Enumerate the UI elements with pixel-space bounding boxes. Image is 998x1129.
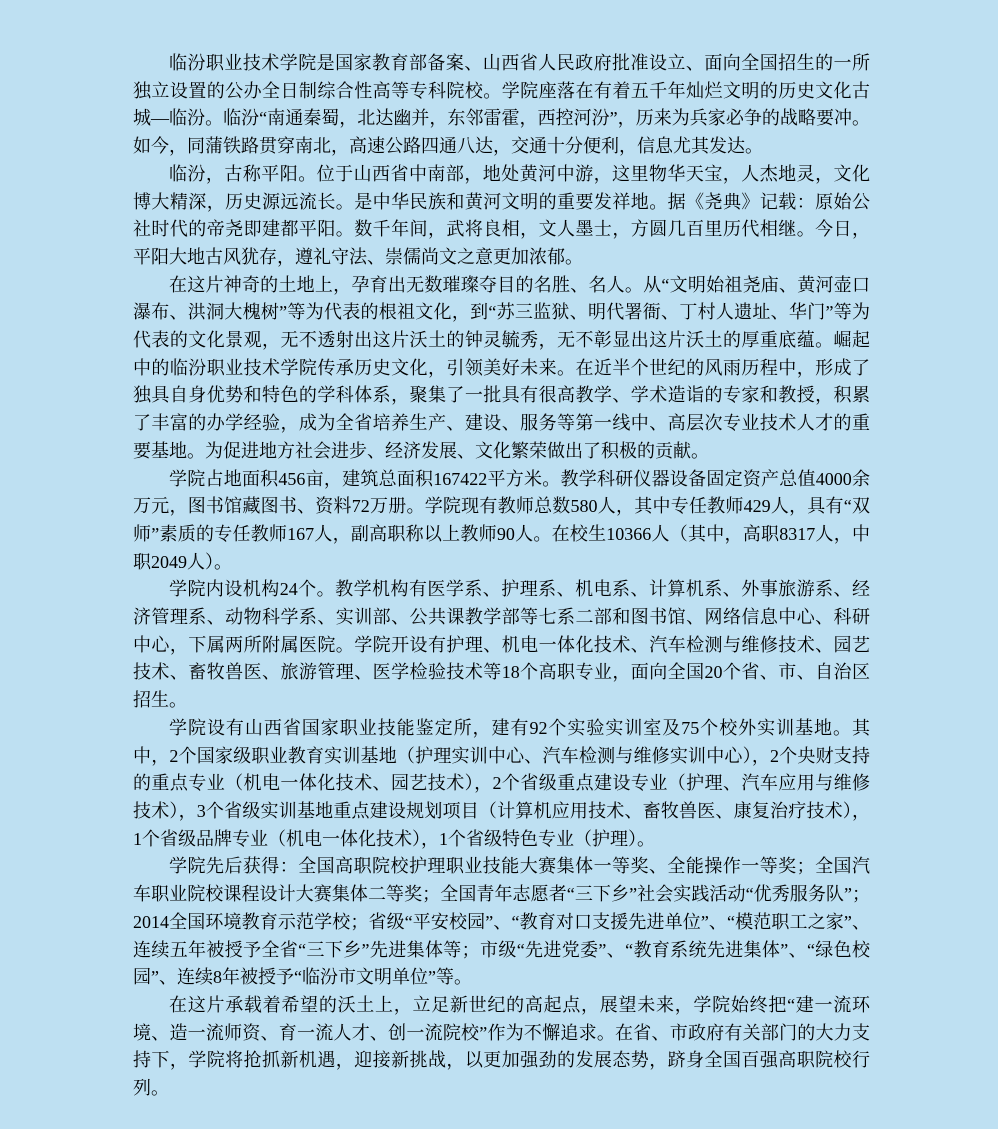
paragraph-linfen-history: 临汾，古称平阳。位于山西省中南部，地处黄河中游，这里物华天宝，人杰地灵，文化博大精深，历史源远流长。是中华民族和黄河文明的重要发祥地。据《尧典》记载：原始公社时代的帝尧即建都平阳。数千年间，武将良相，文人墨士，方圆几百里历代相继。今日，平阳大地古风犹存，遵礼守法、崇儒尚文之意更加浓郁。 (133, 163, 870, 267)
paragraph-intro: 临汾职业技术学院是国家教育部备案、山西省人民政府批准设立、面向全国招生的一所独立设置的公办全日制综合性高等专科院校。学院座落在有着五千年灿烂文明的历史文化古城—临汾。临汾“南通秦蜀，北达幽并，东邻雷霍，西控河汾”，历来为兵家必争的战略要冲。如今，同蒲铁路贯穿南北，高速公路四通八达，交通十分便利，信息尤其发达。 (133, 53, 870, 157)
paragraph-awards: 学院先后获得：全国高职院校护理职业技能大赛集体一等奖、全能操作一等奖；全国汽车职业院校课程设计大赛集体二等奖；全国青年志愿者“三下乡”社会实践活动“优秀服务队”；2014全国环境教育示范学校；省级“平安校园”、“教育对口支援先进单位”、“模范职工之家”、连续五年被授予全省“三下乡”先进集体等；市级“先进党委”、“教育系统先进集体”、“绿色校园”、连续8年被授予“临汾市文明单位”等。 (133, 856, 870, 988)
paragraph-outlook: 在这片承载着希望的沃土上，立足新世纪的高起点，展望未来，学院始终把“建一流环境、造一流师资、育一流人才、创一流院校”作为不懈追求。在省、市政府有关部门的大力支持下，学院将抢抓新机遇，迎接新挑战，以更加强劲的发展态势，跻身全国百强高职院校行列。 (133, 994, 870, 1099)
paragraph-departments: 学院内设机构24个。教学机构有医学系、护理系、机电系、计算机系、外事旅游系、经济管理系、动物科学系、实训部、公共课教学部等七系二部和图书馆、网络信息中心、科研中心，下属两所附属医院。学院开设有护理、机电一体化技术、汽车检测与维修技术、园艺技术、畜牧兽医、旅游管理、医学检验技术等18个高职专业，面向全国20个省、市、自治区招生。 (133, 579, 870, 711)
paragraph-culture-heritage: 在这片神奇的土地上，孕育出无数璀璨夺目的名胜、名人。从“文明始祖尧庙、黄河壶口瀑布、洪洞大槐树”等为代表的根祖文化，到“苏三监狱、明代署衙、丁村人遗址、华门”等为代表的文化景观，无不透射出这片沃土的钟灵毓秀，无不彰显出这片沃土的厚重底蕴。崛起中的临汾职业技术学院传承历史文化，引领美好未来。在近半个世纪的风雨历程中，形成了独具自身优势和特色的学科体系，聚集了一批具有很高教学、学术造诣的专家和教授，积累了丰富的办学经验，成为全省培养生产、建设、服务等第一线中、高层次专业技术人才的重要基地。为促进地方社会进步、经济发展、文化繁荣做出了积极的贡献。 (133, 274, 870, 461)
paragraph-training-bases: 学院设有山西省国家职业技能鉴定所，建有92个实验实训室及75个校外实训基地。其中，2个国家级职业教育实训基地（护理实训中心、汽车检测与维修实训中心），2个央财支持的重点专业（机电一体化技术、园艺技术），2个省级重点建设专业（护理、汽车应用与维修技术），3个省级实训基地重点建设规划项目（计算机应用技术、畜牧兽医、康复治疗技术），1个省级品牌专业（机电一体化技术），1个省级特色专业（护理）。 (133, 717, 870, 849)
paragraph-campus-statistics: 学院占地面积456亩，建筑总面积167422平方米。教学科研仪器设备固定资产总值4000余万元，图书馆藏图书、资料72万册。学院现有教师总数580人，其中专任教师429人，具有“双师”素质的专任教师167人，副高职称以上教师90人。在校生10366人（其中，高职8317人，中职2049人）。 (133, 468, 870, 572)
article-body (133, 50, 870, 1103)
